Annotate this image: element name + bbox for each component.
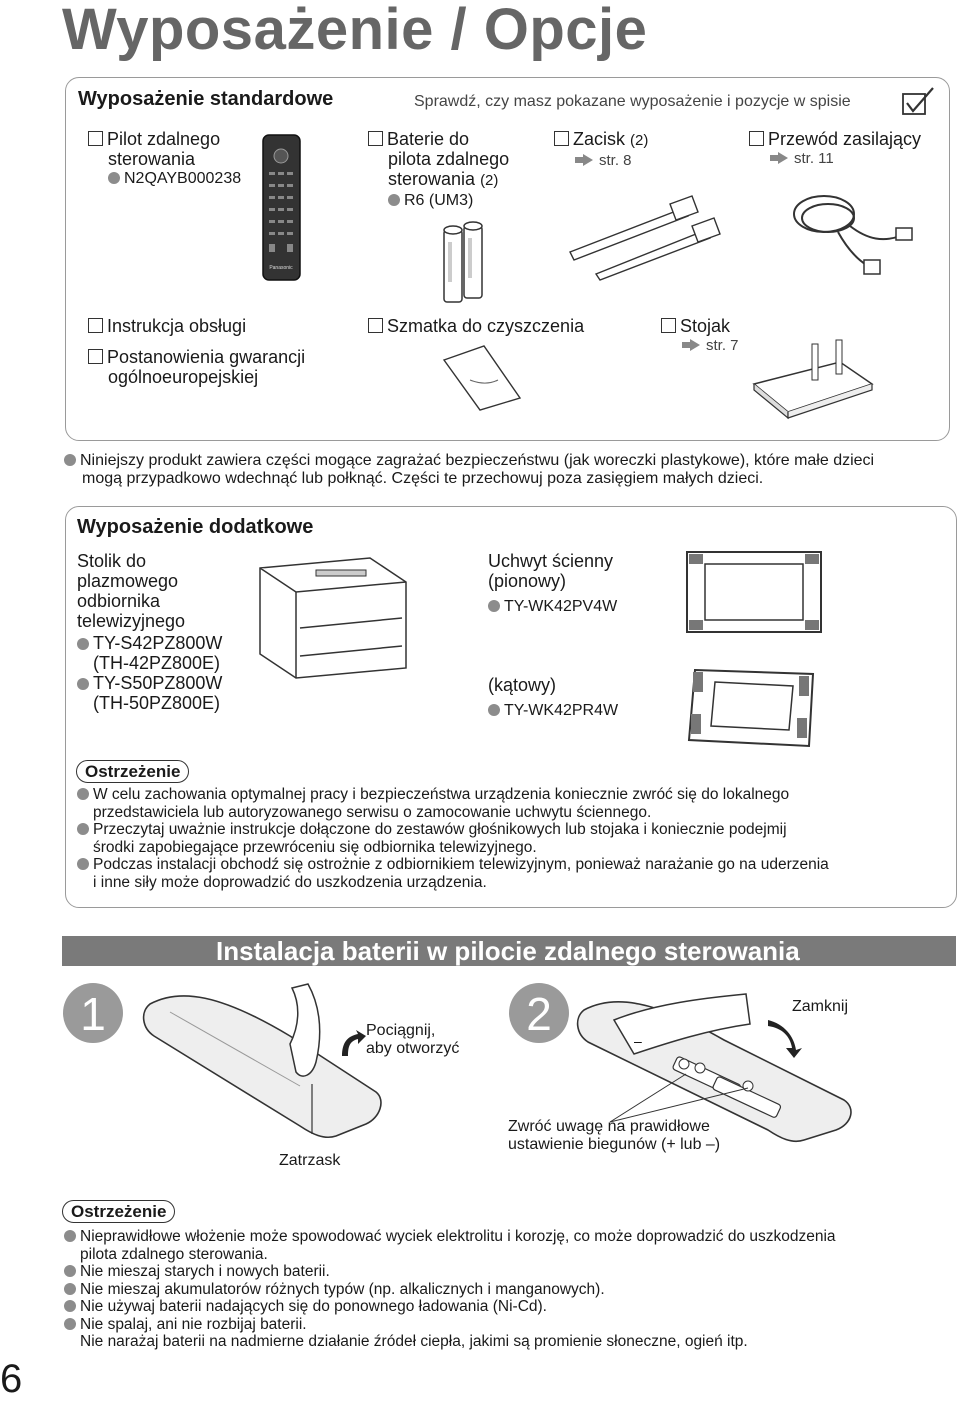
item-clamp: Zacisk (2) str. 8 — [554, 129, 648, 171]
page-number: 6 — [0, 1357, 23, 1401]
power-cord-image — [788, 188, 918, 278]
check-instruction: Sprawdź, czy masz pokazane wyposażenie i pozycje w spisie — [414, 93, 851, 110]
battery-warning-label: Ostrzeżenie — [62, 1200, 175, 1223]
bullet-icon — [388, 194, 400, 206]
step-2-badge — [508, 982, 570, 1044]
checkmark-icon — [902, 86, 936, 116]
checkbox-icon — [661, 318, 676, 333]
page-title: Wyposażenie / Opcje — [62, 0, 648, 62]
checkbox-icon — [368, 131, 383, 146]
step-1-badge — [62, 982, 124, 1044]
vertical-bracket-image — [685, 550, 825, 636]
bullet-icon — [488, 600, 500, 612]
hazard-note: Niniejszy produkt zawiera części mogące zagrażać bezpieczeństwu (jak woreczki plastykowe), które małe dzieci mogą przypadkowo wdechnąć lub połknąć. Części te przechowuj poza zasięgiem małych dzieci. — [64, 452, 954, 488]
checkbox-icon — [88, 349, 103, 364]
svg-text:2: 2 — [526, 988, 552, 1040]
bullet-icon — [64, 1283, 76, 1295]
polarity-instruction: Zwróć uwagę na prawidłowe ustawienie biegunów (+ lub –) — [508, 1118, 721, 1153]
tv-table-item: Stolik do plazmowego odbiornika telewizyjnego TY-S42PZ800W (TH-42PZ800E) TY-S50PZ800W (TH-50PZ800E) — [77, 551, 223, 713]
bullet-icon — [77, 788, 89, 800]
svg-text:–: – — [634, 1033, 642, 1049]
checkbox-icon — [554, 131, 569, 146]
battery-warning-list: Nieprawidłowe włożenie może spowodować wyciek elektrolitu i korozję, co może doprowadzić do uszkodzenia pilota zdalnego sterowania. Nie mieszaj starych i nowych baterii. Nie mieszaj akumulatorów różnych typów (np. alkalicznych i manganowych). Nie używaj baterii nadających się do ponownego ładowania (Ni-Cd). Nie spalaj, ani nie rozbijaj baterii. Nie narażaj baterii na nadmierne działanie źródeł ciepła, jakimi są promienie słoneczne, ogień itp. — [64, 1228, 954, 1351]
battery-install-banner — [62, 936, 956, 966]
item-cloth: Szmatka do czyszczenia — [368, 316, 584, 336]
item-power-cord: Przewód zasilający str. 11 — [749, 129, 921, 169]
item-batteries: Baterie do pilota zdalnego sterowania (2) R6 (UM3) — [368, 129, 509, 211]
optional-warning-list: W celu zachowania optymalnej pracy i bezpieczeństwa urządzenia koniecznie zwróć się do lokalnego przedstawiciela lub autoryzowanego serwisu o zamocowanie uchwytu ściennego. Przeczytaj uważnie instrukcje dołączone do zestawów głośnikowych lub stojaka i koniecznie podejmij środki zapobiegające przewróceniu się odbiornika telewizyjnego. Podczas instalacji obchodź się ostrożnie z odbiornikiem telewizyjnym, ponieważ narażanie go na uderzenia i inne siły może doprowadzić do uszkodzenia urządzenia. — [77, 786, 947, 891]
item-manual: Instrukcja obsługi — [88, 316, 246, 336]
remote-control-image — [262, 134, 302, 282]
checkbox-icon — [88, 318, 103, 333]
tv-table-image — [256, 556, 416, 678]
item-warranty: Postanowienia gwarancji ogólnoeuropejskiej — [88, 347, 305, 387]
cloth-image — [440, 344, 524, 412]
angled-bracket-image — [685, 664, 825, 750]
clamp-image — [566, 190, 726, 280]
bullet-icon — [77, 823, 89, 835]
arrow-right-icon — [583, 154, 593, 166]
wall-bracket-item: Uchwyt ścienny (pionowy) TY-WK42PV4W (kątowy) TY-WK42PR4W — [488, 551, 619, 719]
stand-image — [748, 340, 878, 420]
batteries-image — [440, 222, 488, 306]
bullet-icon — [64, 1318, 76, 1330]
pull-arrow-icon — [338, 1030, 366, 1058]
latch-label: Zatrzask — [279, 1152, 341, 1169]
svg-text:Panasonic: Panasonic — [269, 265, 293, 271]
bullet-icon — [64, 1300, 76, 1312]
svg-text:1: 1 — [80, 988, 106, 1040]
bullet-icon — [108, 172, 120, 184]
bullet-icon — [64, 454, 76, 466]
polarity-pointer-lines — [600, 1068, 760, 1124]
item-remote: Pilot zdalnego sterowania N2QAYB000238 — [88, 129, 241, 189]
remote-open-step-1-image — [140, 984, 390, 1144]
arrow-right-icon — [778, 152, 788, 164]
arrow-right-icon — [690, 339, 700, 351]
checkbox-icon — [368, 318, 383, 333]
checkbox-icon — [88, 131, 103, 146]
item-stand: Stojak str. 7 — [661, 316, 739, 356]
close-label: Zamknij — [792, 998, 849, 1015]
checkbox-icon — [749, 131, 764, 146]
standard-heading: Wyposażenie standardowe — [78, 88, 334, 110]
bullet-icon — [488, 704, 500, 716]
bullet-icon — [77, 678, 89, 690]
pull-instruction: Pociągnij, aby otworzyć — [366, 1022, 460, 1057]
battery-install-heading: Instalacja baterii w pilocie zdalnego sterowania — [216, 936, 800, 966]
bullet-icon — [64, 1265, 76, 1277]
bullet-icon — [64, 1230, 76, 1242]
optional-heading: Wyposażenie dodatkowe — [77, 516, 314, 538]
bullet-icon — [77, 858, 89, 870]
optional-warning-label: Ostrzeżenie — [76, 760, 189, 783]
bullet-icon — [77, 638, 89, 650]
close-arrow-icon — [764, 1014, 804, 1058]
